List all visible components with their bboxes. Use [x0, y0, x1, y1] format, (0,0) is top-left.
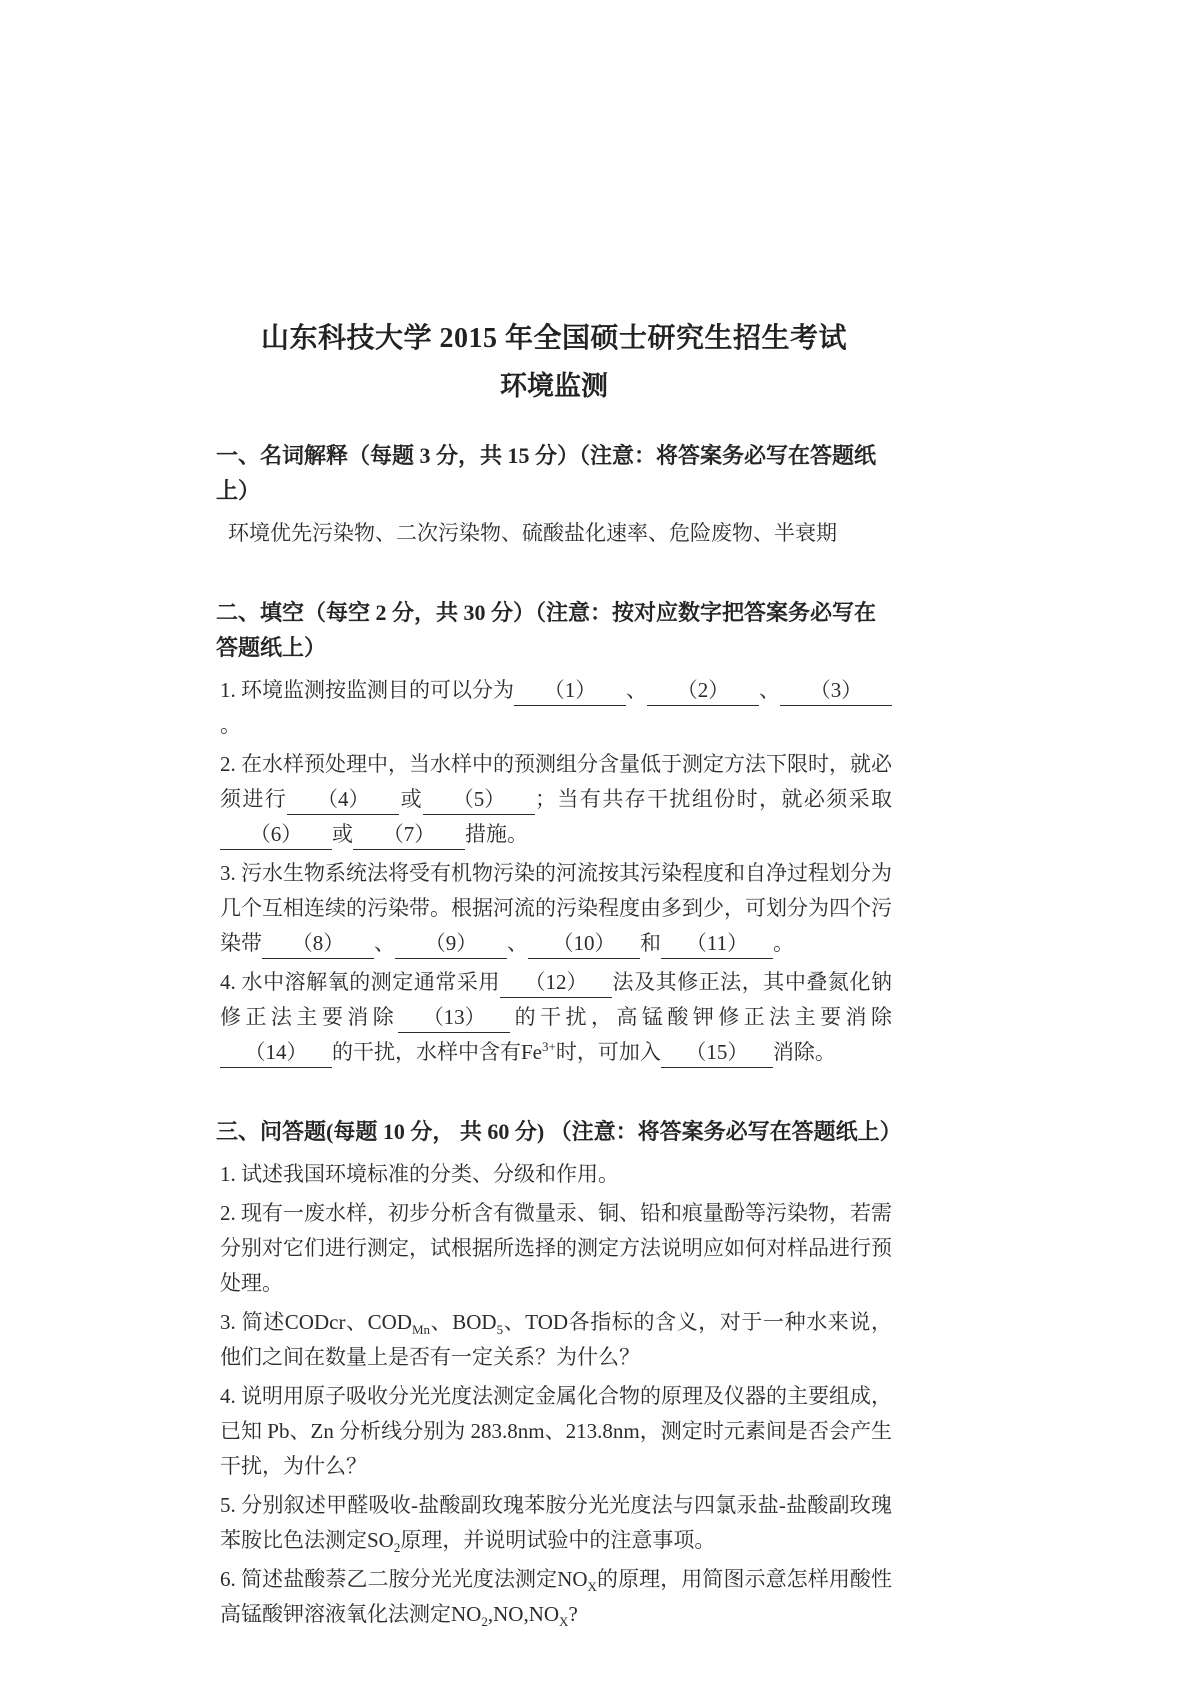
text-run: 、 — [374, 931, 395, 955]
text-run: 和 — [640, 931, 661, 955]
answer-blank: （13） — [398, 1002, 510, 1033]
exam-subtitle: 环境监测 — [500, 371, 608, 401]
question-item — [216, 856, 892, 961]
question-item — [216, 1157, 892, 1192]
subscript: X — [559, 1614, 569, 1630]
section-items — [216, 516, 892, 551]
exam-section — [216, 595, 892, 1070]
text-run: 消除。 — [772, 1040, 836, 1064]
text-run: 5. 分别叙述甲醛吸收-盐酸副玫瑰苯胺分光光度法与四氯汞盐-盐酸副玫瑰苯胺比色法测定SO — [220, 1493, 892, 1552]
answer-blank: （2） — [647, 675, 759, 706]
text-run: ? — [568, 1602, 578, 1626]
text-run: 4. 水中溶解氧的测定通常采用 — [220, 970, 500, 994]
text-run: 环境优先污染物、二次污染物、硫酸盐化速率、危险废物、半衰期 — [228, 521, 837, 545]
text-run: 2. 现有一废水样，初步分析含有微量汞、铜、铅和痕量酚等污染物，若需分别对它们进行测定，试根据所选择的测定方法说明应如何对样品进行预处理。 — [220, 1201, 892, 1295]
question-item — [216, 747, 892, 852]
subscript: Mn — [411, 1322, 431, 1338]
question-item — [216, 1196, 892, 1301]
text-run: 的干扰，水样中含有Fe — [332, 1040, 542, 1064]
answer-blank: （7） — [353, 819, 465, 850]
text-run: 、 — [626, 678, 647, 702]
text-run: 、BOD — [430, 1310, 497, 1334]
text-run: 6. 简述盐酸萘乙二胺分光光度法测定NO — [220, 1567, 588, 1591]
section-items — [216, 1157, 892, 1632]
text-run: ,NO,NO — [487, 1602, 560, 1626]
answer-blank: （8） — [262, 928, 374, 959]
text-run: 1. 环境监测按监测目的可以分为 — [220, 678, 514, 702]
answer-blank: （10） — [528, 928, 640, 959]
answer-blank: （12） — [500, 967, 612, 998]
question-item — [216, 1562, 892, 1632]
question-item — [216, 1379, 892, 1484]
text-run: 、 — [507, 931, 528, 955]
answer-blank: （4） — [287, 784, 399, 815]
text-run: 。 — [773, 931, 794, 955]
question-item — [216, 516, 892, 551]
text-run: 或 — [399, 787, 424, 811]
question-item — [216, 1488, 892, 1558]
text-run: 时，可加入 — [555, 1040, 661, 1064]
text-run: 3. 污水生物系统法将受有机物污染的河流按其污染程度和自净过程划分为几个互相连续的污染带。根据河流的污染程度由多到少，可划分为四个污染带 — [220, 861, 892, 955]
section-heading: 一、名词解释（每题 3 分，共 15 分）（注意：将答案务必写在答题纸上） — [216, 443, 877, 503]
answer-blank: （15） — [661, 1037, 773, 1068]
text-run: 或 — [332, 822, 353, 846]
answer-blank: （6） — [220, 819, 332, 850]
text-run: 的原理，用简图示意怎样用酸性高锰酸钾溶液氧化法测定NO — [220, 1567, 892, 1626]
text-run: 、TOD各指标的含义，对于一种水来说，他们之间在数量上是否有一定关系？为什么？ — [220, 1310, 892, 1369]
answer-blank: （5） — [423, 784, 535, 815]
question-item — [216, 1305, 892, 1375]
superscript: 3+ — [542, 1039, 556, 1054]
text-run: 的干扰，高锰酸钾修正法主要消除 — [510, 1005, 893, 1029]
exam-section — [216, 438, 892, 551]
section-items — [216, 673, 892, 1070]
exam-title: 山东科技大学 2015 年全国硕士研究生招生考试 — [260, 323, 847, 354]
question-item — [216, 965, 892, 1070]
text-run: 法及其修正法，其中叠氮化钠修正法主要消除 — [220, 970, 892, 1029]
subscript: 2 — [481, 1614, 488, 1630]
subscript: 2 — [393, 1540, 401, 1556]
question-item — [216, 673, 892, 743]
subscript: 5 — [496, 1322, 504, 1338]
subscript: X — [587, 1579, 597, 1595]
text-run: 原理，并说明试验中的注意事项。 — [400, 1528, 716, 1552]
exam-section — [216, 1114, 902, 1632]
sections — [216, 438, 902, 1632]
text-run: 3. 简述CODcr、COD — [220, 1310, 412, 1334]
answer-blank: （11） — [661, 928, 773, 959]
text-run: 措施。 — [465, 822, 528, 846]
text-run: 、 — [759, 678, 780, 702]
exam-content — [216, 316, 902, 1636]
text-run: 4. 说明用原子吸收分光光度法测定金属化合物的原理及仪器的主要组成，已知 Pb、Zn 分析线分别为 283.8nm、213.8nm，测定时元素间是否会产生干扰，为什么？ — [220, 1384, 892, 1478]
answer-blank: （9） — [395, 928, 507, 959]
text-run: 1. 试述我国环境标准的分类、分级和作用。 — [220, 1162, 619, 1186]
section-heading: 三、问答题(每题 10 分， 共 60 分) （注意：将答案务必写在答题纸上） — [216, 1119, 902, 1144]
answer-blank: （1） — [514, 675, 626, 706]
text-run: 2. 在水样预处理中，当水样中的预测组分含量低于测定方法下限时，就必须进行 — [220, 752, 892, 811]
text-run: 。 — [220, 713, 241, 737]
answer-blank: （14） — [220, 1037, 332, 1068]
text-run: ；当有共存干扰组份时，就必须采取 — [535, 787, 893, 811]
answer-blank: （3） — [780, 675, 892, 706]
section-heading: 二、填空（每空 2 分，共 30 分）（注意：按对应数字把答案务必写在答题纸上） — [216, 600, 877, 660]
